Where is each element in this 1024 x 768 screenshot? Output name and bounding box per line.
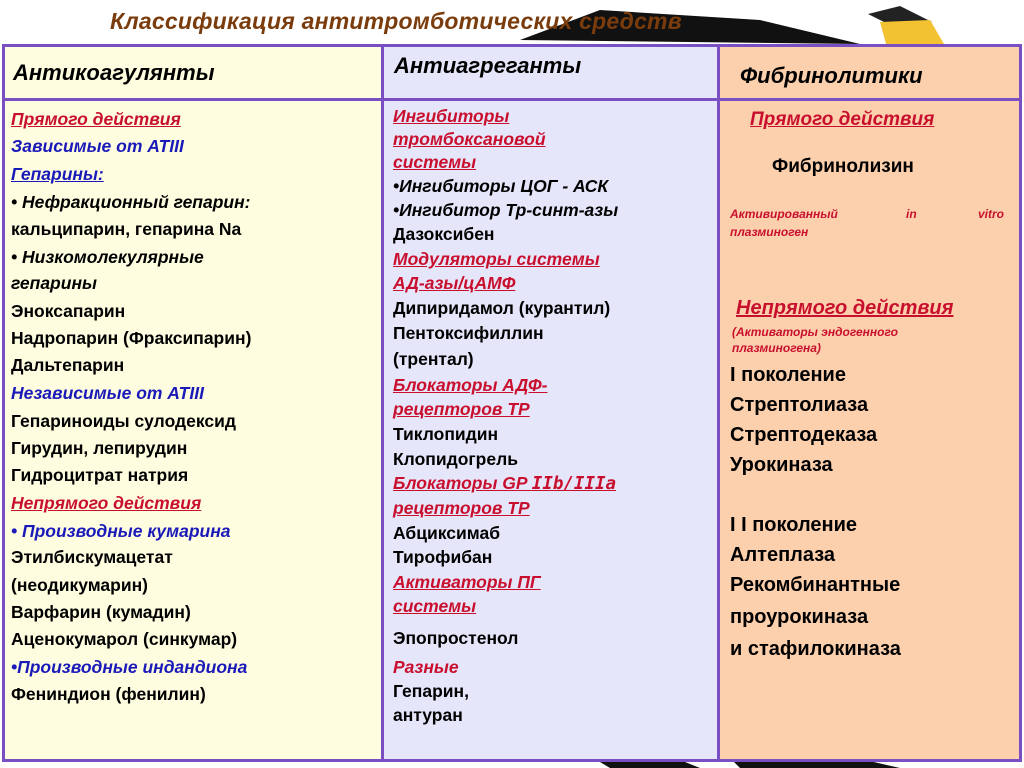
- list-item: Прямого действия: [11, 109, 181, 129]
- list-item: Непрямого действия: [736, 297, 954, 319]
- fibrinolytics-header-cell: [720, 47, 1019, 98]
- list-item: Стрептолиаза: [730, 394, 869, 416]
- list-item: Эноксапарин: [11, 301, 126, 321]
- list-item: Непрямого действия: [11, 493, 202, 513]
- list-item: I поколение: [730, 364, 846, 386]
- list-item: Аценокумарол (синкумар): [11, 629, 238, 649]
- list-item: Зависимые от ATIII: [11, 136, 184, 156]
- list-item: •Производные индандиона: [11, 657, 248, 677]
- list-item: Разные: [393, 657, 459, 677]
- list-item: Этилбискумацетат: [11, 547, 173, 567]
- list-item: Активированный: [730, 207, 838, 221]
- list-item: in: [906, 207, 917, 221]
- list-item: Эпопростенол: [393, 628, 519, 648]
- list-item: Фибринолизин: [772, 156, 914, 177]
- list-item: • Производные кумарина: [11, 521, 231, 541]
- list-item: антуран: [393, 705, 463, 725]
- list-item: рецепторов ТР: [393, 498, 530, 518]
- list-item: Дипиридамол (курантил): [393, 298, 611, 318]
- anticoagulants-header-cell: [5, 47, 381, 98]
- list-item-text: IIb/IIIa: [531, 474, 617, 494]
- list-item: Тирофибан: [393, 547, 493, 567]
- list-item: Ингибиторы: [393, 106, 510, 126]
- list-item: Гирудин, лепирудин: [11, 438, 188, 458]
- list-item: Прямого действия: [750, 109, 935, 130]
- list-item: Абциксимаб: [393, 523, 501, 543]
- list-item: Гепарины:: [11, 164, 104, 184]
- list-item: Дальтепарин: [11, 355, 125, 375]
- list-item: • Низкомолекулярные: [11, 247, 204, 267]
- list-item: (трентал): [393, 349, 474, 369]
- list-item: тромбоксановой: [393, 129, 546, 149]
- list-item: Тиклопидин: [393, 424, 499, 444]
- list-item: гепарины: [11, 273, 97, 293]
- list-item: проурокиназа: [730, 606, 869, 628]
- list-item: рецепторов ТР: [393, 399, 530, 419]
- list-item: Дазоксибен: [393, 224, 495, 244]
- list-item: Блокаторы АДФ-: [393, 375, 548, 395]
- list-item: Модуляторы системы: [393, 249, 600, 269]
- list-item: Фениндион (фенилин): [11, 684, 206, 704]
- list-item: Гепариноиды сулодексид: [11, 411, 236, 431]
- list-item: [393, 473, 616, 494]
- list-item: Гидроцитрат натрия: [11, 465, 189, 485]
- list-item: (Активаторы эндогенного: [732, 325, 898, 339]
- list-item: Клопидогрель: [393, 449, 518, 469]
- list-item: Гепарин,: [393, 681, 469, 701]
- list-item: Стрептодеказа: [730, 424, 878, 446]
- fibrinolytics-header: Фибринолитики: [740, 63, 923, 88]
- list-item: Рекомбинантные: [730, 574, 901, 596]
- list-item: Алтеплаза: [730, 544, 836, 566]
- anticoagulants-body: [5, 101, 381, 759]
- list-item: АД-азы/цАМФ: [393, 273, 516, 293]
- page-title: Классификация антитромботических средств: [110, 8, 682, 34]
- antiaggregants-body: [384, 101, 717, 759]
- list-item: Надропарин (Фраксипарин): [11, 328, 252, 348]
- list-item: I I поколение: [730, 514, 858, 536]
- list-item-text: Блокаторы GP: [393, 473, 532, 493]
- list-item: (неодикумарин): [11, 575, 149, 595]
- list-item: Независимые от ATIII: [11, 383, 204, 403]
- antiaggregants-header-cell: [384, 47, 717, 98]
- list-item: •Ингибитор Тр-синт-азы: [393, 200, 619, 220]
- list-item: Урокиназа: [730, 454, 833, 476]
- list-item: и стафилокиназа: [730, 638, 901, 660]
- list-item: системы: [393, 596, 477, 616]
- list-item: Пентоксифиллин: [393, 323, 544, 343]
- list-item: Варфарин (кумадин): [11, 602, 191, 622]
- list-item: Активаторы ПГ: [393, 572, 541, 592]
- list-item: системы: [393, 152, 477, 172]
- list-item: • Нефракционный гепарин:: [11, 192, 251, 212]
- list-item: •Ингибиторы ЦОГ - АСК: [393, 176, 609, 196]
- classification-table: [2, 44, 1022, 762]
- list-item: vitro: [978, 207, 1005, 221]
- fibrinolytics-body: [720, 101, 1019, 759]
- antiaggregants-header: Антиагреганты: [394, 53, 582, 78]
- list-item: плазминоген: [730, 225, 809, 239]
- list-item: плазминогена): [732, 341, 821, 355]
- anticoagulants-header: Антикоагулянты: [13, 60, 215, 85]
- list-item: кальципарин, гепарина Na: [11, 219, 242, 239]
